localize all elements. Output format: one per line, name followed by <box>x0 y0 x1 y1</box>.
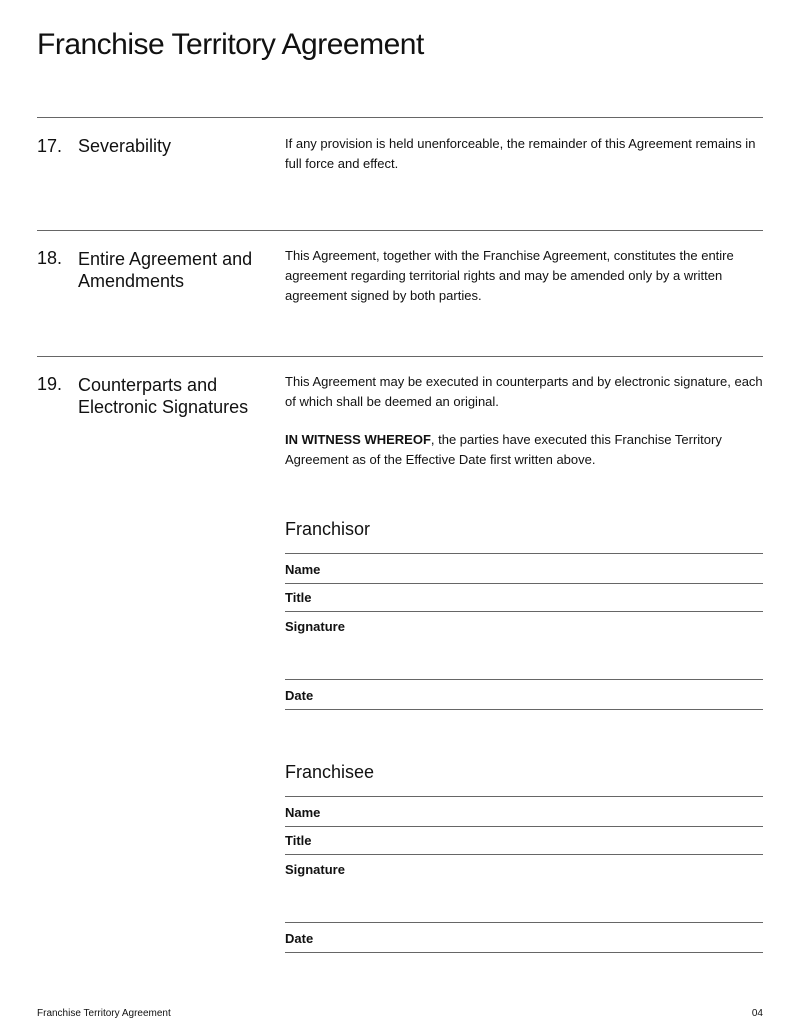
title-field[interactable]: Title <box>285 826 763 854</box>
section-heading: Entire Agreement and Amendments <box>78 249 253 291</box>
witness-text: , the parties have executed this Franchise Territory Agreement as of the Effective Date first written above. <box>285 432 722 467</box>
section-heading: Severability <box>78 136 172 156</box>
date-field[interactable]: Date <box>285 679 763 709</box>
signature-field[interactable]: Signature <box>285 611 763 679</box>
page-number: 04 <box>751 1008 763 1019</box>
section-number: 18. <box>37 248 63 268</box>
name-field[interactable]: Name <box>285 796 763 826</box>
section-body <box>285 134 763 192</box>
witness-paragraph <box>285 430 763 470</box>
title-field[interactable]: Title <box>285 583 763 611</box>
section-number: 17. <box>37 136 63 156</box>
section-number: 19. <box>37 374 63 394</box>
paragraph: This Agreement may be executed in counterparts and by electronic signature, each of which shall be deemed an original. <box>285 374 763 409</box>
field-divider <box>285 952 763 953</box>
section-body <box>285 246 763 324</box>
section-divider <box>37 117 763 118</box>
signature-party: Franchisee <box>285 762 375 782</box>
field-divider <box>285 709 763 710</box>
paragraph: This Agreement, together with the Franchise Agreement, constitutes the entire agreement regarding territorial rights and may be amended only by a written agreement signed by both parties. <box>285 248 734 303</box>
section-divider <box>37 230 763 231</box>
signature-party: Franchisor <box>285 519 371 539</box>
paragraph: If any provision is held unenforceable, the remainder of this Agreement remains in full force and effect. <box>285 136 756 171</box>
section-divider <box>37 356 763 357</box>
section-body <box>285 372 763 488</box>
name-field[interactable]: Name <box>285 553 763 583</box>
page-title: Franchise Territory Agreement <box>37 28 424 61</box>
footer-title: Franchise Territory Agreement <box>37 1008 171 1019</box>
date-field[interactable]: Date <box>285 922 763 952</box>
section-heading: Counterparts and Electronic Signatures <box>78 375 249 417</box>
signature-field[interactable]: Signature <box>285 854 763 922</box>
witness-bold: IN WITNESS WHEREOF <box>285 432 431 447</box>
